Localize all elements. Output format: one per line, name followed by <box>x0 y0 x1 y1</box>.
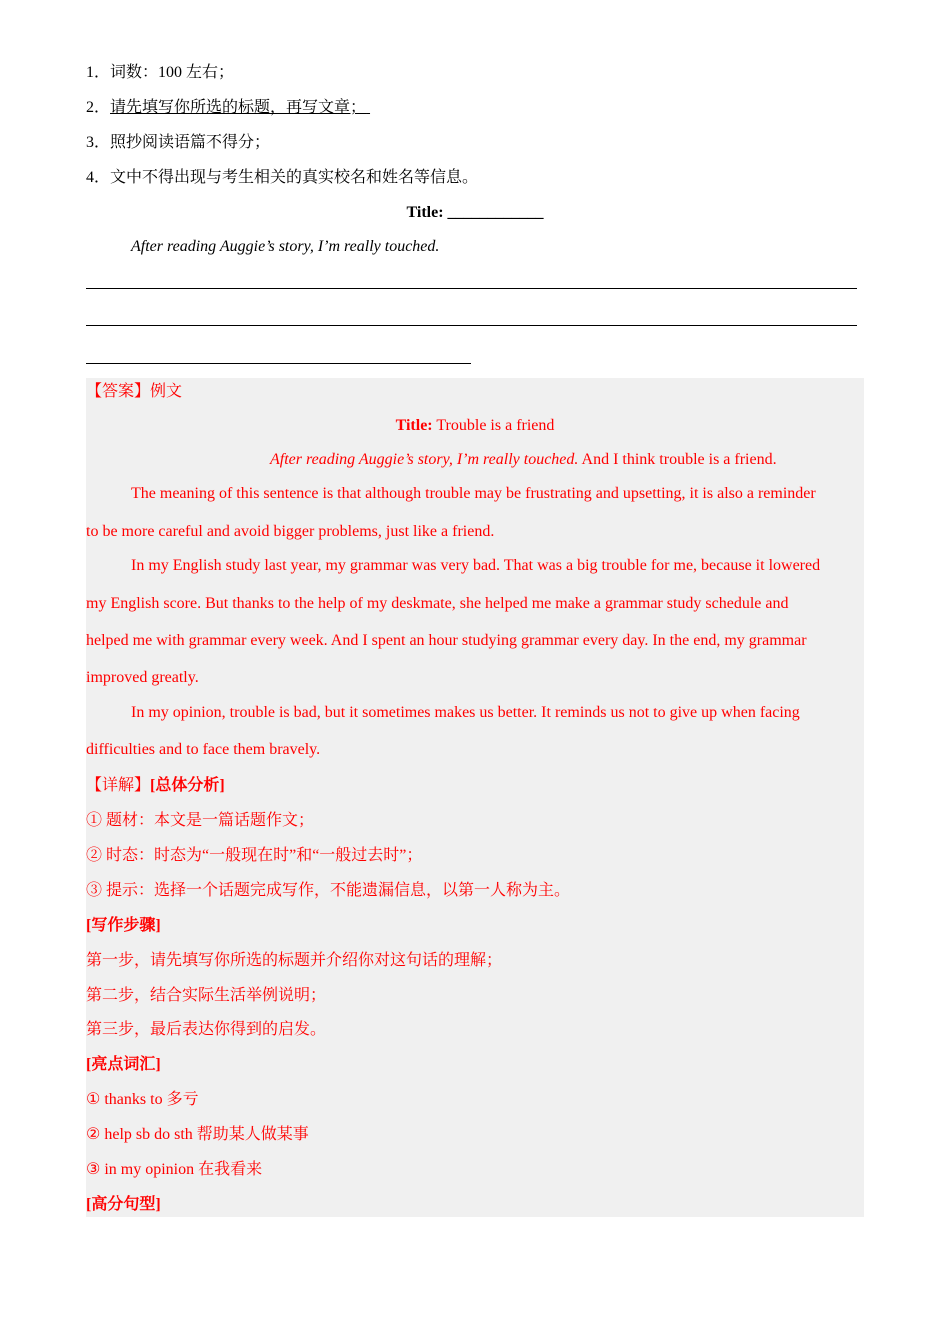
analysis-tag: 【详解】 <box>86 777 151 794</box>
requirement-text: 照抄阅读语篇不得分； <box>110 134 271 151</box>
vocab-item-2: ② help sb do sth 帮助某人做某事 <box>86 1126 309 1143</box>
requirement-text: 词数：100 左右； <box>110 64 235 81</box>
question-title <box>86 203 864 223</box>
answer-tag: 【答案】 <box>86 383 151 400</box>
requirement-number: 4． <box>86 169 111 186</box>
writing-line <box>86 363 471 364</box>
vocab-item-3: ③ in my opinion 在我看来 <box>86 1161 263 1178</box>
requirement-text: 文中不得出现与考生相关的真实校名和姓名等信息。 <box>110 169 479 186</box>
answer-title <box>86 416 864 436</box>
requirement-item-4 <box>86 168 478 188</box>
answer-paragraph-2-line-2: my English score. But thanks to the help of my deskmate, she helped me make a grammar study schedule and <box>86 595 789 612</box>
requirement-item-3 <box>86 133 270 153</box>
answer-opening-italic: After reading Auggie’s story, I’m really touched. <box>270 451 579 468</box>
answer-label: 例文 <box>150 383 183 400</box>
question-opening-sentence: After reading Auggie’s story, I’m really touched. <box>131 238 440 255</box>
analysis-header <box>86 776 225 796</box>
answer-opening-rest: And I think trouble is a friend. <box>578 451 777 468</box>
vocab-item-1: ① thanks to 多亏 <box>86 1091 199 1108</box>
answer-opening <box>270 450 777 470</box>
requirement-text: 请先填写你所选的标题，再写文章； <box>110 99 367 116</box>
vocab-label: [亮点词汇] <box>86 1056 161 1073</box>
requirement-number: 2． <box>86 99 111 116</box>
answer-header <box>86 382 182 402</box>
title-label: Title: <box>406 204 444 221</box>
answer-paragraph-1-line-2: to be more careful and avoid bigger problems, just like a friend. <box>86 523 495 540</box>
analysis-item-1: ① 题材：本文是一篇话题作文； <box>86 812 315 829</box>
requirement-item-1 <box>86 63 234 83</box>
writing-steps-label: [写作步骤] <box>86 917 161 934</box>
writing-step-2: 第二步，结合实际生活举例说明； <box>86 987 327 1004</box>
answer-paragraph-1-line-1: The meaning of this sentence is that although trouble may be frustrating and upsetting, it is also a reminder <box>131 485 816 502</box>
answer-paragraph-2-line-4: improved greatly. <box>86 669 199 686</box>
requirement-item-2 <box>86 98 370 118</box>
writing-line <box>86 325 857 326</box>
answer-title-text: Trouble is a friend <box>432 417 555 434</box>
answer-paragraph-3-line-2: difficulties and to face them bravely. <box>86 741 321 758</box>
writing-step-1: 第一步，请先填写你所选的标题并介绍你对这句话的理解； <box>86 952 503 969</box>
analysis-item-2: ② 时态：时态为“一般现在时”和“一般过去时”； <box>86 847 423 864</box>
analysis-item-3: ③ 提示：选择一个话题完成写作，不能遗漏信息，以第一人称为主。 <box>86 882 571 899</box>
title-blank: ____________ <box>447 204 544 221</box>
overall-analysis-label: [总体分析] <box>150 777 225 794</box>
writing-line <box>86 288 857 289</box>
answer-paragraph-2-line-1: In my English study last year, my grammar was very bad. That was a big trouble for me, because it lowered <box>131 557 821 574</box>
writing-step-3: 第三步，最后表达你得到的启发。 <box>86 1021 327 1038</box>
requirement-number: 1． <box>86 64 111 81</box>
requirement-number: 3． <box>86 134 111 151</box>
sentence-patterns-label: [高分句型] <box>86 1196 161 1213</box>
answer-title-label: Title: <box>395 417 433 434</box>
answer-paragraph-2-line-3: helped me with grammar every week. And I spent an hour studying grammar every day. In the end, my grammar <box>86 632 807 649</box>
answer-paragraph-3-line-1: In my opinion, trouble is bad, but it sometimes makes us better. It reminds us not to give up when facing <box>131 704 800 721</box>
